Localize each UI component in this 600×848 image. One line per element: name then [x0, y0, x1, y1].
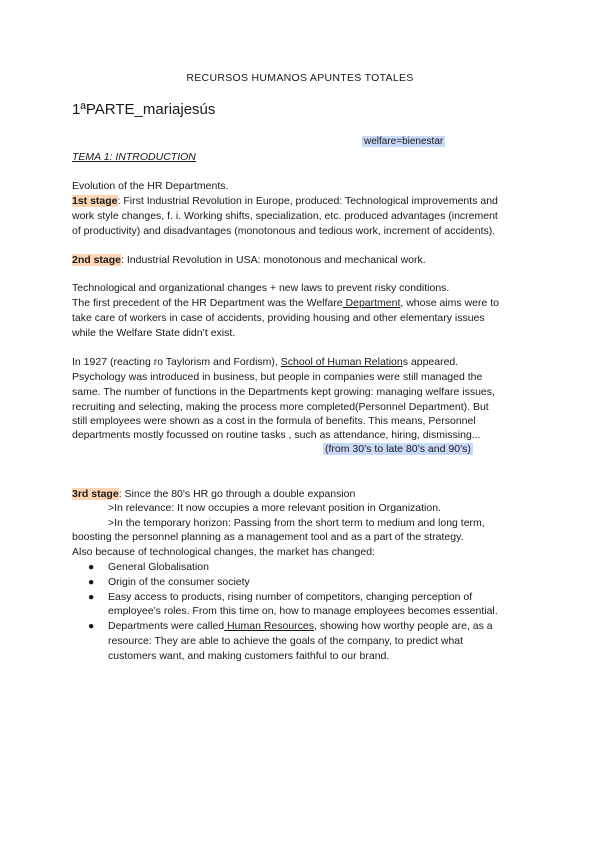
department-link: Department — [342, 297, 401, 309]
stage3-line1 — [72, 487, 355, 501]
bullet-icon: ● — [88, 620, 95, 632]
stage1-line2: work style changes, f. i. Working shifts, specialization, etc. produced advantages (increment — [72, 210, 498, 222]
stage1-line3: of productivity) and disadvantages (monotonous and tedious work, increment of accidents). — [72, 225, 496, 237]
stage2-text: : Industrial Revolution in USA: monotonous and mechanical work. — [121, 254, 426, 266]
list-item-text: Origin of the consumer society — [108, 576, 250, 588]
evolution-line: Evolution of the HR Departments. — [72, 180, 229, 192]
stage3-text: : Since the 80's HR go through a double expansion — [118, 488, 356, 500]
stage2-p2-line4: while the Welfare State didn’t exist. — [72, 327, 236, 339]
stage3-relevance: >In relevance: It now occupies a more relevant position in Organization. — [108, 502, 441, 514]
section-heading: TEMA 1: INTRODUCTION — [72, 151, 196, 163]
stage3-also: Also because of technological changes, the market has changed: — [72, 546, 375, 558]
stage2-line1 — [72, 253, 426, 267]
stage2-p3-line6: departments mostly focussed on routine tasks , such as attendance, hiring, dismissing... — [72, 429, 481, 441]
stage3-temporary-2: boosting the personnel planning as a management tool and as a part of the strategy. — [72, 531, 464, 543]
stage2-label: 2nd stage — [72, 254, 122, 266]
stage3-temporary-1: >In the temporary horizon: Passing from the short term to medium and long term, — [108, 517, 485, 529]
stage2-p3-line4: recruiting and selecting, making the process more completed(Personnel Department). But — [72, 401, 489, 413]
document-title: RECURSOS HUMANOS APUNTES TOTALES — [186, 72, 414, 84]
stage2-p3-line5: still employees were shown as a cost in the formula of benefits. This means, Personnel — [72, 415, 476, 427]
stage2-p3-line1 — [72, 355, 458, 369]
stage2-p2-line3: take care of workers in case of accidents, providing housing and other elementary issues — [72, 312, 485, 324]
b4-text-a: Departments were called — [108, 620, 225, 632]
bullet-icon: ● — [88, 591, 95, 603]
stage1-label: 1st stage — [72, 195, 118, 207]
list-item-text: Easy access to products, rising number of competitors, changing perception of — [108, 591, 473, 603]
stage2-p2-text-a: The first precedent of the HR Department was the Welfare — [72, 297, 343, 309]
stage2-p3-text-c: s appeared. — [402, 356, 459, 368]
stage2-p3-line3: same. The number of functions in the Departments kept growing: managing welfare issues, — [72, 386, 495, 398]
stage1-text: : First Industrial Revolution in Europe, produced: Technological improvements and — [117, 195, 498, 207]
list-item-cont: resource: They are able to achieve the goals of the company, to predict what — [108, 635, 464, 647]
stage2-p3-line2: Psychology was introduced in business, but people in companies were still managed the — [72, 371, 483, 383]
stage1-line1 — [72, 194, 498, 208]
stage3-label: 3rd stage — [72, 488, 119, 500]
b4-text-c: , showing how worthy people are, as a — [314, 620, 493, 632]
list-item-text: General Globalisation — [108, 561, 209, 573]
stage2-p3-text-a: In 1927 (reacting ro Taylorism and Fordism), — [72, 356, 281, 368]
part-title: 1ªPARTE_mariajesús — [72, 101, 216, 118]
stage2-p2-text-c: , whose aims were to — [400, 297, 500, 309]
years-note: (from 30’s to late 80’s and 90’s) — [325, 443, 471, 455]
stage2-p2-line1: Technological and organizational changes + new laws to prevent risky conditions. — [72, 282, 450, 294]
stage2-p2-line2 — [72, 296, 499, 310]
welfare-note: welfare=bienestar — [364, 136, 444, 147]
list-item-cont: employee’s roles. From this time on, how to manage employees becomes essential. — [108, 605, 498, 617]
list-item-text — [108, 619, 493, 633]
bullet-icon: ● — [88, 576, 95, 588]
human-resources-link: Human Resources — [224, 620, 315, 632]
bullet-icon: ● — [88, 561, 95, 573]
school-human-relations: School of Human Relation — [280, 356, 403, 368]
list-item-cont: customers want, and making customers faithful to our brand. — [108, 650, 390, 662]
